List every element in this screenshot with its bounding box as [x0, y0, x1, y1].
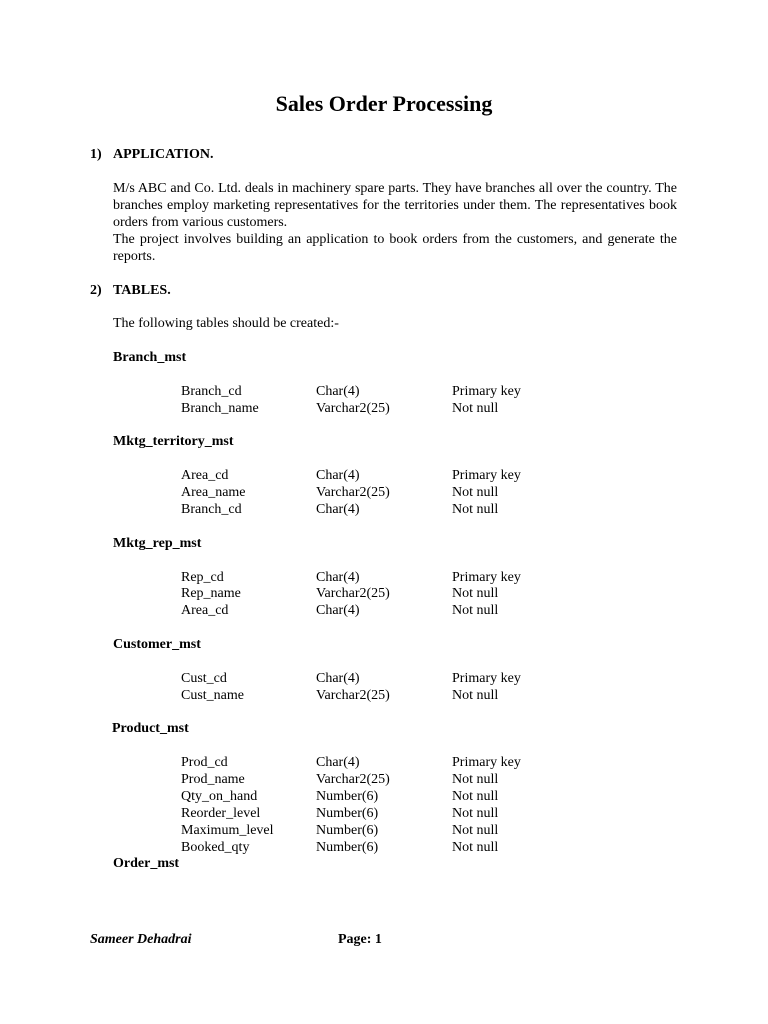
column-constraint: Not null: [452, 772, 499, 787]
column-type: Char(4): [316, 468, 360, 483]
column-type: Char(4): [316, 755, 360, 770]
table-name-order-mst: Order_mst: [113, 856, 180, 871]
column-constraint: Not null: [452, 485, 499, 500]
section-1-heading: APPLICATION.: [113, 147, 214, 162]
column-name: Prod_name: [181, 772, 245, 787]
column-constraint: Not null: [452, 603, 499, 618]
column-constraint: Not null: [452, 806, 499, 821]
section-1-number: 1): [90, 147, 102, 162]
column-type: Varchar2(25): [316, 772, 390, 787]
column-constraint: Not null: [452, 401, 499, 416]
column-name: Branch_cd: [181, 384, 242, 399]
table-name-product-mst: Product_mst: [112, 721, 189, 736]
column-name: Cust_cd: [181, 671, 227, 686]
column-type: Varchar2(25): [316, 688, 390, 703]
section-2-number: 2): [90, 283, 102, 298]
page-title: Sales Order Processing: [275, 91, 493, 116]
column-type: Char(4): [316, 603, 360, 618]
column-name: Area_name: [181, 485, 246, 500]
column-type: Char(4): [316, 570, 360, 585]
footer-page-number: Page: 1: [338, 932, 382, 947]
column-name: Booked_qty: [181, 840, 250, 855]
column-name: Reorder_level: [181, 806, 261, 821]
column-type: Char(4): [316, 384, 360, 399]
column-name: Qty_on_hand: [181, 789, 258, 804]
column-name: Prod_cd: [181, 755, 228, 770]
tables-intro: The following tables should be created:-: [113, 316, 339, 331]
column-constraint: Primary key: [452, 384, 521, 399]
column-type: Number(6): [316, 789, 379, 804]
column-type: Varchar2(25): [316, 586, 390, 601]
column-name: Area_cd: [181, 468, 229, 483]
column-name: Area_cd: [181, 603, 229, 618]
column-type: Number(6): [316, 806, 379, 821]
column-constraint: Not null: [452, 502, 499, 517]
column-name: Rep_cd: [181, 570, 224, 585]
table-name-customer-mst: Customer_mst: [113, 637, 201, 652]
table-name-mktg-rep-mst: Mktg_rep_mst: [113, 536, 202, 551]
footer-author: Sameer Dehadrai: [90, 932, 192, 947]
column-name: Cust_name: [181, 688, 244, 703]
column-name: Rep_name: [181, 586, 241, 601]
column-type: Char(4): [316, 671, 360, 686]
column-type: Number(6): [316, 823, 379, 838]
column-type: Varchar2(25): [316, 401, 390, 416]
application-paragraph-1: M/s ABC and Co. Ltd. deals in machinery spare parts. They have branches all over the country. The branches employ marketing representatives for the territories under them. The representatives book orders from various customers.: [113, 181, 677, 230]
column-type: Char(4): [316, 502, 360, 517]
column-type: Varchar2(25): [316, 485, 390, 500]
column-constraint: Primary key: [452, 468, 521, 483]
column-name: Branch_cd: [181, 502, 242, 517]
table-name-mktg-territory-mst: Mktg_territory_mst: [113, 434, 234, 449]
column-constraint: Not null: [452, 586, 499, 601]
column-name: Maximum_level: [181, 823, 274, 838]
column-type: Number(6): [316, 840, 379, 855]
column-constraint: Primary key: [452, 570, 521, 585]
section-2-heading: TABLES.: [113, 283, 171, 298]
application-paragraph-2: The project involves building an application to book orders from the customers, and generate the reports.: [113, 232, 677, 264]
column-constraint: Not null: [452, 823, 499, 838]
column-constraint: Not null: [452, 688, 499, 703]
column-name: Branch_name: [181, 401, 259, 416]
table-name-branch-mst: Branch_mst: [113, 350, 187, 365]
column-constraint: Primary key: [452, 671, 521, 686]
column-constraint: Primary key: [452, 755, 521, 770]
column-constraint: Not null: [452, 840, 499, 855]
column-constraint: Not null: [452, 789, 499, 804]
